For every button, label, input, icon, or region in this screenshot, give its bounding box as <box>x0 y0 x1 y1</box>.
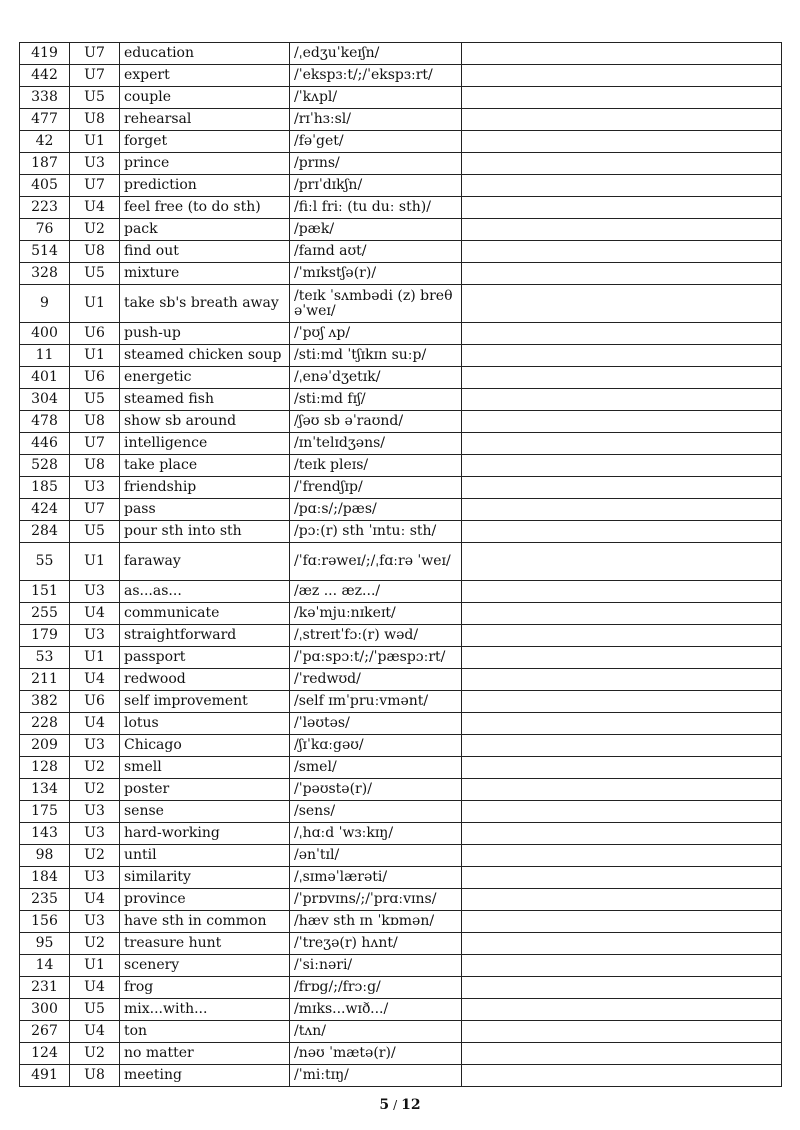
entry-number: 223 <box>20 197 70 219</box>
entry-number: 267 <box>20 1021 70 1043</box>
phonetic-transcription: /ˈsiːnəri/ <box>290 955 462 977</box>
entry-number: 477 <box>20 109 70 131</box>
notes-cell <box>462 625 782 647</box>
table-row <box>20 345 782 367</box>
phonetic-transcription: /ʃɪˈkɑːgəʊ/ <box>290 735 462 757</box>
vocabulary-word: education <box>120 43 290 65</box>
notes-cell <box>462 669 782 691</box>
entry-number: 228 <box>20 713 70 735</box>
entry-number: 124 <box>20 1043 70 1065</box>
unit-code: U8 <box>70 455 120 477</box>
entry-number: 419 <box>20 43 70 65</box>
phonetic-transcription: /self ɪmˈpruːvmənt/ <box>290 691 462 713</box>
phonetic-transcription: /smel/ <box>290 757 462 779</box>
notes-cell <box>462 933 782 955</box>
notes-cell <box>462 603 782 625</box>
unit-code: U1 <box>70 955 120 977</box>
table-row <box>20 889 782 911</box>
unit-code: U8 <box>70 1065 120 1087</box>
entry-number: 9 <box>20 285 70 323</box>
table-row <box>20 219 782 241</box>
phonetic-transcription: /prɪns/ <box>290 153 462 175</box>
phonetic-transcription: /ˈmɪkstʃə(r)/ <box>290 263 462 285</box>
phonetic-transcription: /fiːl friː (tu duː sth)/ <box>290 197 462 219</box>
notes-cell <box>462 345 782 367</box>
vocabulary-word: steamed chicken soup <box>120 345 290 367</box>
phonetic-transcription: /ˈpəʊstə(r)/ <box>290 779 462 801</box>
notes-cell <box>462 175 782 197</box>
vocabulary-word: hard-working <box>120 823 290 845</box>
phonetic-transcription: /fəˈget/ <box>290 131 462 153</box>
unit-code: U8 <box>70 109 120 131</box>
table-row <box>20 323 782 345</box>
entry-number: 134 <box>20 779 70 801</box>
notes-cell <box>462 911 782 933</box>
vocabulary-word: frog <box>120 977 290 999</box>
unit-code: U5 <box>70 521 120 543</box>
entry-number: 14 <box>20 955 70 977</box>
notes-cell <box>462 197 782 219</box>
vocabulary-word: forget <box>120 131 290 153</box>
table-row <box>20 757 782 779</box>
unit-code: U3 <box>70 823 120 845</box>
notes-cell <box>462 241 782 263</box>
table-row <box>20 175 782 197</box>
unit-code: U2 <box>70 845 120 867</box>
entry-number: 401 <box>20 367 70 389</box>
phonetic-transcription: /nəʊ ˈmætə(r)/ <box>290 1043 462 1065</box>
entry-number: 53 <box>20 647 70 669</box>
phonetic-transcription: /faɪnd aʊt/ <box>290 241 462 263</box>
phonetic-transcription: /ˈpʊʃ ʌp/ <box>290 323 462 345</box>
vocabulary-word: treasure hunt <box>120 933 290 955</box>
notes-cell <box>462 433 782 455</box>
table-row <box>20 713 782 735</box>
vocabulary-word: redwood <box>120 669 290 691</box>
entry-number: 478 <box>20 411 70 433</box>
table-row <box>20 823 782 845</box>
phonetic-transcription: /tʌn/ <box>290 1021 462 1043</box>
unit-code: U4 <box>70 603 120 625</box>
vocabulary-word: lotus <box>120 713 290 735</box>
notes-cell <box>462 801 782 823</box>
vocabulary-word: ton <box>120 1021 290 1043</box>
vocabulary-word: poster <box>120 779 290 801</box>
entry-number: 156 <box>20 911 70 933</box>
table-row <box>20 999 782 1021</box>
table-row <box>20 867 782 889</box>
phonetic-transcription: /ˈtreʒə(r) hʌnt/ <box>290 933 462 955</box>
unit-code: U3 <box>70 625 120 647</box>
notes-cell <box>462 845 782 867</box>
table-row <box>20 933 782 955</box>
table-row <box>20 779 782 801</box>
unit-code: U8 <box>70 411 120 433</box>
entry-number: 128 <box>20 757 70 779</box>
entry-number: 143 <box>20 823 70 845</box>
phonetic-transcription: /æz ... æz.../ <box>290 581 462 603</box>
phonetic-transcription: /ˈləʊtəs/ <box>290 713 462 735</box>
phonetic-transcription: /ˈmiːtɪŋ/ <box>290 1065 462 1087</box>
entry-number: 382 <box>20 691 70 713</box>
table-row <box>20 411 782 433</box>
table-row <box>20 543 782 581</box>
unit-code: U1 <box>70 543 120 581</box>
vocabulary-word: feel free (to do sth) <box>120 197 290 219</box>
unit-code: U8 <box>70 241 120 263</box>
notes-cell <box>462 65 782 87</box>
unit-code: U7 <box>70 65 120 87</box>
table-row <box>20 109 782 131</box>
phonetic-transcription: /ˌhɑːd ˈwɜːkɪŋ/ <box>290 823 462 845</box>
vocabulary-word: pass <box>120 499 290 521</box>
entry-number: 338 <box>20 87 70 109</box>
notes-cell <box>462 477 782 499</box>
vocabulary-word: rehearsal <box>120 109 290 131</box>
notes-cell <box>462 389 782 411</box>
phonetic-transcription: /ˈfɑːrəweɪ/;/ˌfɑːrə ˈweɪ/ <box>290 543 462 581</box>
table-row <box>20 241 782 263</box>
unit-code: U1 <box>70 131 120 153</box>
unit-code: U5 <box>70 999 120 1021</box>
phonetic-transcription: /stiːmd fɪʃ/ <box>290 389 462 411</box>
notes-cell <box>462 977 782 999</box>
unit-code: U3 <box>70 801 120 823</box>
table-row <box>20 977 782 999</box>
unit-code: U2 <box>70 779 120 801</box>
notes-cell <box>462 87 782 109</box>
entry-number: 300 <box>20 999 70 1021</box>
vocabulary-word: sense <box>120 801 290 823</box>
notes-cell <box>462 455 782 477</box>
vocabulary-word: intelligence <box>120 433 290 455</box>
table-row <box>20 197 782 219</box>
table-row <box>20 669 782 691</box>
unit-code: U2 <box>70 219 120 241</box>
notes-cell <box>462 323 782 345</box>
entry-number: 442 <box>20 65 70 87</box>
vocabulary-word: pack <box>120 219 290 241</box>
unit-code: U4 <box>70 889 120 911</box>
entry-number: 95 <box>20 933 70 955</box>
notes-cell <box>462 131 782 153</box>
unit-code: U3 <box>70 911 120 933</box>
unit-code: U1 <box>70 345 120 367</box>
vocabulary-word: couple <box>120 87 290 109</box>
entry-number: 328 <box>20 263 70 285</box>
current-page: 5 <box>379 1097 390 1113</box>
notes-cell <box>462 109 782 131</box>
entry-number: 76 <box>20 219 70 241</box>
entry-number: 514 <box>20 241 70 263</box>
vocabulary-word: Chicago <box>120 735 290 757</box>
vocabulary-word: have sth in common <box>120 911 290 933</box>
entry-number: 235 <box>20 889 70 911</box>
entry-number: 185 <box>20 477 70 499</box>
entry-number: 424 <box>20 499 70 521</box>
entry-number: 304 <box>20 389 70 411</box>
notes-cell <box>462 867 782 889</box>
entry-number: 446 <box>20 433 70 455</box>
unit-code: U5 <box>70 263 120 285</box>
notes-cell <box>462 153 782 175</box>
unit-code: U3 <box>70 153 120 175</box>
notes-cell <box>462 757 782 779</box>
entry-number: 211 <box>20 669 70 691</box>
unit-code: U5 <box>70 389 120 411</box>
entry-number: 231 <box>20 977 70 999</box>
vocabulary-word: take sb's breath away <box>120 285 290 323</box>
entry-number: 284 <box>20 521 70 543</box>
notes-cell <box>462 1065 782 1087</box>
notes-cell <box>462 411 782 433</box>
unit-code: U1 <box>70 285 120 323</box>
entry-number: 11 <box>20 345 70 367</box>
notes-cell <box>462 713 782 735</box>
vocabulary-word: pour sth into sth <box>120 521 290 543</box>
vocabulary-word: no matter <box>120 1043 290 1065</box>
vocabulary-word: passport <box>120 647 290 669</box>
vocabulary-word: mixture <box>120 263 290 285</box>
vocabulary-word: prince <box>120 153 290 175</box>
unit-code: U7 <box>70 43 120 65</box>
phonetic-transcription: /rɪˈhɜːsl/ <box>290 109 462 131</box>
vocabulary-word: meeting <box>120 1065 290 1087</box>
unit-code: U4 <box>70 713 120 735</box>
table-row <box>20 691 782 713</box>
phonetic-transcription: /teɪk pleɪs/ <box>290 455 462 477</box>
vocabulary-word: steamed fish <box>120 389 290 411</box>
phonetic-transcription: /pɔː(r) sth ˈɪntuː sth/ <box>290 521 462 543</box>
phonetic-transcription: /ənˈtɪl/ <box>290 845 462 867</box>
page-separator: / <box>393 1098 398 1112</box>
table-row <box>20 911 782 933</box>
table-row <box>20 389 782 411</box>
entry-number: 405 <box>20 175 70 197</box>
table-row <box>20 499 782 521</box>
entry-number: 255 <box>20 603 70 625</box>
table-row <box>20 65 782 87</box>
vocabulary-word: push-up <box>120 323 290 345</box>
phonetic-transcription: /pæk/ <box>290 219 462 241</box>
entry-number: 151 <box>20 581 70 603</box>
unit-code: U2 <box>70 757 120 779</box>
unit-code: U1 <box>70 647 120 669</box>
unit-code: U5 <box>70 87 120 109</box>
vocabulary-word: smell <box>120 757 290 779</box>
notes-cell <box>462 1021 782 1043</box>
phonetic-transcription: /mɪks...wɪð.../ <box>290 999 462 1021</box>
phonetic-transcription: /ˌsɪməˈlærəti/ <box>290 867 462 889</box>
notes-cell <box>462 581 782 603</box>
phonetic-transcription: /ˌstreɪtˈfɔː(r) wəd/ <box>290 625 462 647</box>
unit-code: U2 <box>70 933 120 955</box>
table-row <box>20 87 782 109</box>
entry-number: 184 <box>20 867 70 889</box>
table-row <box>20 153 782 175</box>
phonetic-transcription: /ˈekspɜːt/;/ˈekspɜːrt/ <box>290 65 462 87</box>
table-row <box>20 433 782 455</box>
unit-code: U6 <box>70 323 120 345</box>
notes-cell <box>462 499 782 521</box>
entry-number: 179 <box>20 625 70 647</box>
entry-number: 98 <box>20 845 70 867</box>
notes-cell <box>462 779 782 801</box>
table-row <box>20 581 782 603</box>
notes-cell <box>462 735 782 757</box>
vocabulary-table <box>19 42 782 1087</box>
phonetic-transcription: /ˈpɑːspɔːt/;/ˈpæspɔːrt/ <box>290 647 462 669</box>
phonetic-transcription: /frɒg/;/frɔːg/ <box>290 977 462 999</box>
phonetic-transcription: /pɑːs/;/pæs/ <box>290 499 462 521</box>
unit-code: U2 <box>70 1043 120 1065</box>
phonetic-transcription: /ʃəʊ sb əˈraʊnd/ <box>290 411 462 433</box>
total-pages: 12 <box>401 1097 421 1113</box>
vocabulary-word: energetic <box>120 367 290 389</box>
vocabulary-word: expert <box>120 65 290 87</box>
vocabulary-word: faraway <box>120 543 290 581</box>
vocabulary-word: scenery <box>120 955 290 977</box>
table-row <box>20 43 782 65</box>
vocabulary-word: self improvement <box>120 691 290 713</box>
phonetic-transcription: /sens/ <box>290 801 462 823</box>
vocabulary-word: straightforward <box>120 625 290 647</box>
unit-code: U3 <box>70 867 120 889</box>
notes-cell <box>462 521 782 543</box>
unit-code: U7 <box>70 175 120 197</box>
unit-code: U6 <box>70 367 120 389</box>
vocabulary-word: find out <box>120 241 290 263</box>
phonetic-transcription: /stiːmd ˈtʃɪkɪn suːp/ <box>290 345 462 367</box>
notes-cell <box>462 43 782 65</box>
phonetic-transcription: /ˈfrendʃɪp/ <box>290 477 462 499</box>
entry-number: 187 <box>20 153 70 175</box>
unit-code: U4 <box>70 197 120 219</box>
unit-code: U3 <box>70 581 120 603</box>
notes-cell <box>462 999 782 1021</box>
phonetic-transcription: /teɪk ˈsʌmbədi (z) breθ əˈweɪ/ <box>290 285 462 323</box>
notes-cell <box>462 955 782 977</box>
phonetic-transcription: /ɪnˈtelɪdʒəns/ <box>290 433 462 455</box>
unit-code: U7 <box>70 433 120 455</box>
table-row <box>20 1043 782 1065</box>
entry-number: 55 <box>20 543 70 581</box>
phonetic-transcription: /kəˈmjuːnɪkeɪt/ <box>290 603 462 625</box>
table-row <box>20 1021 782 1043</box>
vocabulary-word: similarity <box>120 867 290 889</box>
unit-code: U7 <box>70 499 120 521</box>
phonetic-transcription: /prɪˈdɪkʃn/ <box>290 175 462 197</box>
unit-code: U4 <box>70 977 120 999</box>
notes-cell <box>462 543 782 581</box>
vocabulary-word: friendship <box>120 477 290 499</box>
page-number <box>0 1097 800 1113</box>
notes-cell <box>462 823 782 845</box>
phonetic-transcription: /ˈprɒvɪns/;/ˈprɑːvɪns/ <box>290 889 462 911</box>
table-row <box>20 367 782 389</box>
table-row <box>20 131 782 153</box>
vocabulary-table-body <box>20 43 782 1087</box>
notes-cell <box>462 647 782 669</box>
vocabulary-word: mix...with... <box>120 999 290 1021</box>
entry-number: 209 <box>20 735 70 757</box>
phonetic-transcription: /ˌedʒuˈkeɪʃn/ <box>290 43 462 65</box>
table-row <box>20 625 782 647</box>
notes-cell <box>462 367 782 389</box>
table-row <box>20 955 782 977</box>
entry-number: 528 <box>20 455 70 477</box>
entry-number: 42 <box>20 131 70 153</box>
notes-cell <box>462 691 782 713</box>
notes-cell <box>462 889 782 911</box>
vocabulary-word: communicate <box>120 603 290 625</box>
phonetic-transcription: /ˈredwʊd/ <box>290 669 462 691</box>
unit-code: U4 <box>70 1021 120 1043</box>
table-row <box>20 1065 782 1087</box>
table-row <box>20 647 782 669</box>
unit-code: U3 <box>70 735 120 757</box>
unit-code: U4 <box>70 669 120 691</box>
notes-cell <box>462 1043 782 1065</box>
notes-cell <box>462 285 782 323</box>
phonetic-transcription: /ˌenəˈdʒetɪk/ <box>290 367 462 389</box>
table-row <box>20 455 782 477</box>
table-row <box>20 603 782 625</box>
unit-code: U6 <box>70 691 120 713</box>
entry-number: 400 <box>20 323 70 345</box>
phonetic-transcription: /hæv sth ɪn ˈkɒmən/ <box>290 911 462 933</box>
vocabulary-word: prediction <box>120 175 290 197</box>
notes-cell <box>462 263 782 285</box>
vocabulary-word: until <box>120 845 290 867</box>
unit-code: U3 <box>70 477 120 499</box>
entry-number: 491 <box>20 1065 70 1087</box>
vocabulary-word: as...as... <box>120 581 290 603</box>
table-row <box>20 263 782 285</box>
table-row <box>20 477 782 499</box>
vocabulary-word: province <box>120 889 290 911</box>
vocabulary-word: take place <box>120 455 290 477</box>
notes-cell <box>462 219 782 241</box>
vocabulary-word: show sb around <box>120 411 290 433</box>
table-row <box>20 285 782 323</box>
table-row <box>20 801 782 823</box>
phonetic-transcription: /ˈkʌpl/ <box>290 87 462 109</box>
table-row <box>20 735 782 757</box>
table-row <box>20 845 782 867</box>
table-row <box>20 521 782 543</box>
entry-number: 175 <box>20 801 70 823</box>
